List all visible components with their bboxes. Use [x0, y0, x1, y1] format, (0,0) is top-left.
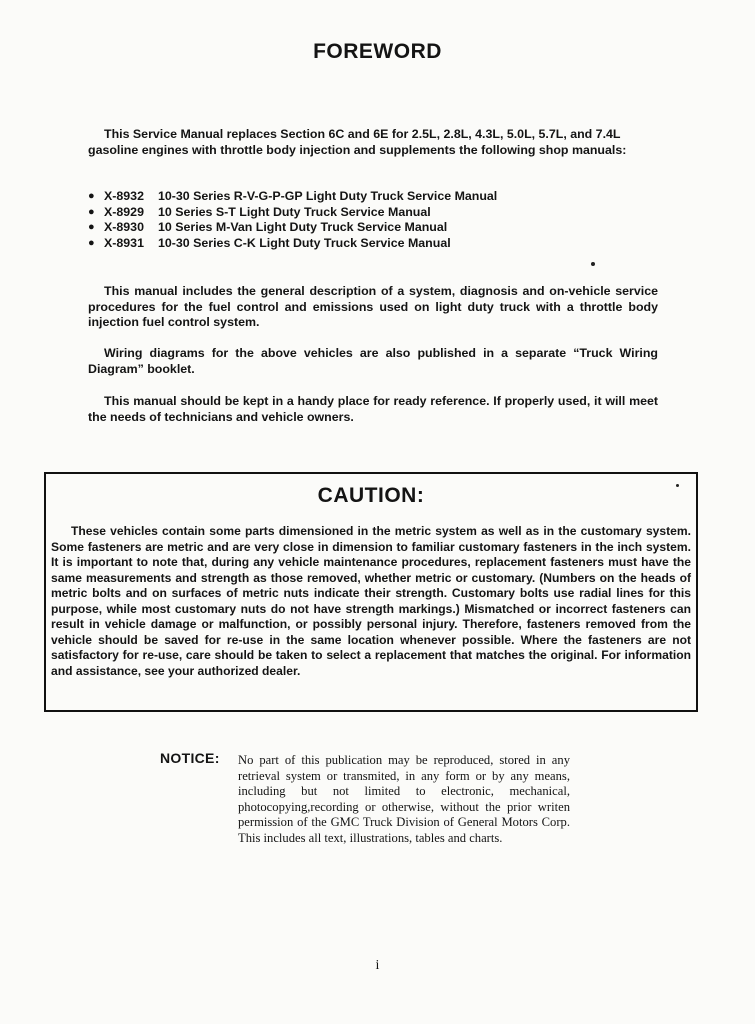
scan-speck: [676, 484, 679, 487]
list-item: [88, 236, 648, 252]
page-title: FOREWORD: [313, 40, 442, 63]
caution-title: CAUTION:: [317, 484, 425, 507]
intro-paragraph: This Service Manual replaces Section 6C and 6E for 2.5L, 2.8L, 4.3L, 5.0L, 5.7L, and 7.4L gasoline engines with throttle body injection and supplements the following shop manuals:: [88, 127, 627, 157]
description-paragraph: This manual includes the general description of a system, diagnosis and on-vehicle service procedures for the fuel control and emissions used on light duty truck with a throttle body injection fuel control system.: [88, 284, 658, 329]
bullet-icon: ●: [88, 190, 95, 202]
caution-box: [44, 472, 698, 712]
manual-title: 10-30 Series C-K Light Duty Truck Service Manual: [158, 235, 451, 250]
manual-code: X-8931: [104, 235, 144, 250]
manual-code: X-8932: [104, 189, 144, 203]
manual-title: 10 Series S-T Light Duty Truck Service Manual: [158, 204, 431, 219]
manual-code: X-8930: [104, 220, 144, 234]
reference-paragraph: This manual should be kept in a handy place for ready reference. If properly used, it will meet the needs of technicians and vehicle owners.: [88, 394, 658, 424]
bullet-icon: ●: [88, 236, 95, 249]
wiring-paragraph: Wiring diagrams for the above vehicles are also published in a separate “Truck Wiring Diagram” booklet.: [88, 346, 658, 376]
bullet-icon: ●: [88, 221, 95, 233]
page-number: i: [375, 958, 380, 973]
notice-text: No part of this publication may be reproduced, stored in any retrieval system or transmited, in any form or by any means, including but not limited to electronic, mechanical, photocopying,recording or otherwise, without the prior writen permission of the GMC Truck Division of General Motors Corp. This includes all text, illustrations, tables and charts.: [238, 753, 570, 845]
manual-title: 10 Series M-Van Light Duty Truck Service Manual: [158, 220, 448, 234]
list-item: [88, 189, 648, 205]
manual-title: 10-30 Series R-V-G-P-GP Light Duty Truck Service Manual: [158, 189, 498, 203]
manual-code: X-8929: [104, 204, 144, 219]
notice-label: NOTICE:: [160, 750, 220, 766]
list-item: [88, 220, 648, 236]
manual-list: [88, 189, 648, 251]
bullet-icon: ●: [88, 205, 95, 218]
list-item: [88, 205, 648, 221]
scan-speck: [591, 262, 595, 266]
caution-text: These vehicles contain some parts dimensioned in the metric system as well as in the customary system. Some fasteners are metric and are very close in dimension to familiar customary fasteners in the inch system. It is important to note that, during any vehicle maintenance procedures, replacement fasteners must have the same measurements and strength as those removed, whether metric or customary. (Numbers on the heads of metric bolts and on surfaces of metric nuts indicate their strength. Customary bolts use radial lines for this purpose, while most customary nuts do not have strength markings.) Mismatched or incorrect fasteners can result in vehicle damage or malfunction, or possibly personal injury. Therefore, fasteners removed from the vehicle should be saved for re-use in the same location whenever possible. Where the fasteners are not satisfactory for re-use, care should be taken to select a replacement that matches the original. For information and assistance, see your authorized dealer.: [51, 524, 691, 678]
